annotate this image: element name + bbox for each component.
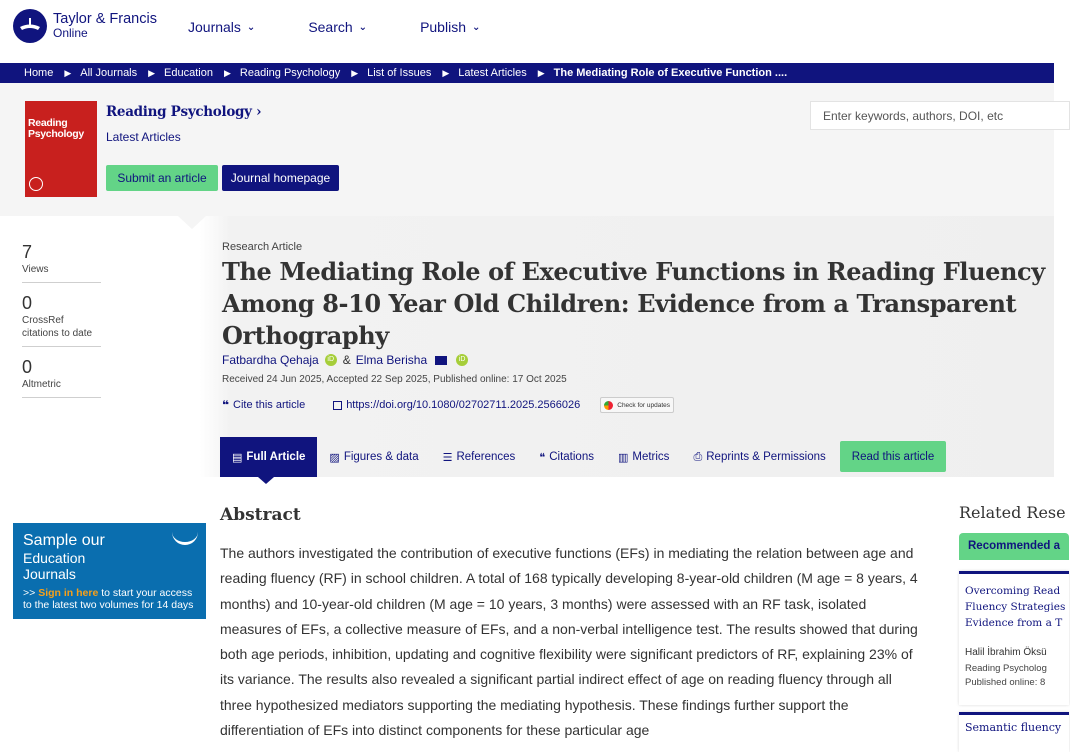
breadcrumb-issues[interactable] <box>367 67 458 79</box>
metric-value: 7 <box>22 242 33 262</box>
metric-altmetric <box>22 357 101 398</box>
orcid-icon[interactable]: iD <box>325 354 337 366</box>
promo-line-3: Journals <box>23 566 76 582</box>
journal-cover[interactable] <box>25 101 97 197</box>
main-nav <box>188 19 533 35</box>
crumb-label: Reading Psychology <box>239 67 341 79</box>
author-link[interactable]: Elma Berisha <box>355 353 428 367</box>
triangle-right-icon: ▶ <box>442 67 450 78</box>
related-article-title-line[interactable]: Evidence from a T <box>965 617 1063 629</box>
tab-figures[interactable] <box>317 437 430 477</box>
publisher-logo-icon <box>29 177 43 191</box>
chevron-down-icon: ⌄ <box>246 21 256 33</box>
cite-article-link[interactable]: Cite this article <box>233 399 306 411</box>
triangle-right-icon: ▶ <box>351 67 359 78</box>
site-logo[interactable] <box>13 9 157 43</box>
journal-homepage-button[interactable]: Journal homepage <box>222 165 339 191</box>
brand-sub: Online <box>53 26 88 41</box>
sign-in-link[interactable]: Sign in here <box>38 587 99 599</box>
metric-value: 0 <box>22 293 33 313</box>
quote-icon: ❝ <box>222 398 230 412</box>
article-links <box>222 397 674 413</box>
article-dates: Received 24 Jun 2025, Accepted 22 Sep 2025, Published online: 17 Oct 2025 <box>222 374 567 385</box>
crossmark-icon <box>604 401 613 410</box>
promo-line-2: Education <box>23 550 86 566</box>
doi-link[interactable]: https://doi.org/10.1080/02702711.2025.2566026 <box>346 399 581 411</box>
nav-publish-label: Publish <box>420 19 466 35</box>
cover-title-2: Psychology <box>28 127 84 140</box>
journal-title-text: Reading Psychology <box>106 104 252 120</box>
tab-label: Figures & data <box>343 451 419 463</box>
article-tabs <box>220 437 946 477</box>
print-icon: ⎙ <box>693 450 703 463</box>
crumb-label: List of Issues <box>367 67 432 79</box>
tab-recommended[interactable]: Recommended a <box>959 533 1069 560</box>
author-list <box>222 353 474 367</box>
crumb-label: Education <box>164 67 213 79</box>
promo-rest: to start your access to the latest two volumes for 14 days <box>23 587 194 611</box>
metric-label: Views <box>22 264 49 275</box>
metric-views <box>22 242 101 283</box>
promo-prefix: >> <box>23 587 39 599</box>
tab-metrics[interactable] <box>606 437 681 477</box>
abstract-heading: Abstract <box>220 505 301 525</box>
image-icon: ▨ <box>329 451 340 464</box>
triangle-right-icon: ▶ <box>148 67 156 78</box>
breadcrumb-home[interactable] <box>24 67 80 79</box>
triangle-right-icon: ▶ <box>64 67 72 78</box>
breadcrumb <box>0 63 1054 83</box>
logo-icon <box>13 9 47 43</box>
header-notch <box>178 216 206 229</box>
author-link[interactable]: Fatbardha Qehaja <box>222 353 319 367</box>
check-for-updates-button[interactable] <box>600 397 674 413</box>
breadcrumb-current: The Mediating Role of Executive Function .... <box>553 67 788 79</box>
site-header <box>0 0 1054 62</box>
chevron-down-icon: ⌄ <box>471 21 481 33</box>
tab-label: Metrics <box>632 451 670 463</box>
tab-label: Full Article <box>246 451 306 463</box>
related-article-title-line[interactable]: Overcoming Read <box>965 585 1061 597</box>
crumb-label: Home <box>24 67 54 79</box>
nav-journals-label: Journals <box>188 19 241 35</box>
triangle-right-icon: ▶ <box>223 67 231 78</box>
article-type: Research Article <box>222 241 303 253</box>
related-article-title-line[interactable]: Fluency Strategies <box>965 601 1066 613</box>
promo-cta <box>23 587 196 611</box>
check-updates-label: Check for updates <box>617 401 671 409</box>
related-article-date: Published online: 8 <box>965 677 1046 688</box>
active-tab-notch <box>258 477 274 484</box>
read-article-button[interactable]: Read this article <box>840 441 946 472</box>
search-input[interactable] <box>810 101 1070 130</box>
tab-label: Reprints & Permissions <box>706 451 826 463</box>
chevron-down-icon: ⌄ <box>358 21 368 33</box>
nav-publish[interactable] <box>420 19 480 35</box>
breadcrumb-journal[interactable] <box>240 67 367 79</box>
triangle-right-icon: ▶ <box>537 67 545 78</box>
tab-label: Citations <box>549 451 594 463</box>
cover-title-1: Reading <box>28 117 68 129</box>
chevron-right-icon: › <box>256 104 262 120</box>
related-article-journal: Reading Psycholog <box>965 663 1047 674</box>
list-icon: ☰ <box>442 451 453 464</box>
related-article-card[interactable] <box>959 571 1069 705</box>
brand-name: Taylor & Francis <box>53 11 157 28</box>
related-article-author: Halil İbrahim Öksü <box>965 647 1047 658</box>
promo-banner[interactable] <box>13 523 206 619</box>
related-article-card[interactable] <box>959 712 1069 752</box>
metric-label: Altmetric <box>22 379 61 390</box>
related-heading: Related Rese <box>959 503 1066 522</box>
envelope-icon[interactable] <box>435 356 447 365</box>
metric-value: 0 <box>22 357 33 377</box>
journal-header <box>0 83 1054 216</box>
breadcrumb-all-journals[interactable] <box>80 67 164 79</box>
crumb-label: All Journals <box>80 67 138 79</box>
breadcrumb-latest[interactable] <box>458 67 553 79</box>
tab-reprints[interactable] <box>681 437 837 477</box>
bar-chart-icon: ▥ <box>617 451 629 464</box>
article-metrics <box>22 242 101 408</box>
quote-icon: ❝ <box>539 451 546 464</box>
related-article-title[interactable]: Semantic fluency <box>965 721 1062 734</box>
metric-crossref <box>22 293 101 347</box>
article-title: The Mediating Role of Executive Functions in Reading Fluency Among 8-10 Year Old Children: Evidence from a Transparent Orthography <box>222 257 1045 350</box>
orcid-icon[interactable]: iD <box>456 354 468 366</box>
nav-search-label: Search <box>308 19 353 35</box>
nav-search[interactable] <box>308 19 367 35</box>
journal-title[interactable] <box>106 104 261 120</box>
breadcrumb-education[interactable] <box>164 67 240 79</box>
journal-subtitle[interactable]: Latest Articles <box>106 130 181 144</box>
metric-label: CrossRef citations to date <box>22 315 93 339</box>
tab-references[interactable] <box>431 437 528 477</box>
submit-article-button[interactable]: Submit an article <box>106 165 218 191</box>
external-link-icon <box>333 401 342 410</box>
tab-full-article[interactable] <box>220 437 317 477</box>
crumb-label: Latest Articles <box>458 67 527 79</box>
abstract-text: The authors investigated the contribution of executive functions (EFs) in mediating the relation between age and reading fluency (RF) in school children. A total of 168 typically developing 8-year-old children (M age = 8 years, 4 months) and 10-year-old children (M age = 10 years, 3 months) were assessed with an RF task, isolated measures of EFs, a collective measure of EFs, and a non-verbal intelligence test. The results showed that during both age periods, inhibition, updating and cognitive flexibility were significant predictors of RF, explaining 23% of its variance. The results also revealed a significant partial indirect effect of age on reading fluency through all three hypothesized mediators supporting the mediating hypothesis. These findings further support the differentiation of EFs into distinct components for these particular age <box>220 545 918 739</box>
promo-line-1: Sample our <box>23 532 105 549</box>
author-separator: & <box>342 353 351 367</box>
tab-citations[interactable] <box>527 437 606 477</box>
nav-journals[interactable] <box>188 19 255 35</box>
tab-label: References <box>456 451 516 463</box>
document-icon: ▤ <box>232 451 243 464</box>
